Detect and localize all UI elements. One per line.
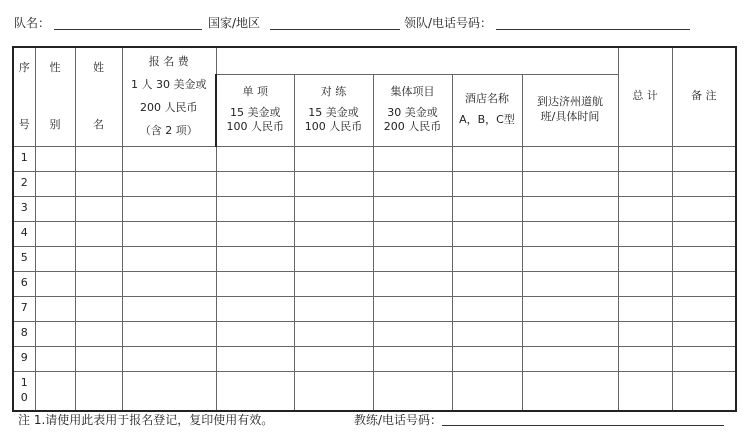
leader-label: 领队/电话号码： <box>404 16 493 30</box>
row-number: 1 0 <box>13 371 35 411</box>
cell[interactable] <box>35 146 75 171</box>
table-row <box>13 146 736 171</box>
cell[interactable] <box>35 196 75 221</box>
team-label: 队名： <box>14 16 51 30</box>
cell[interactable] <box>672 246 736 271</box>
cell[interactable] <box>216 321 294 346</box>
cell[interactable] <box>294 221 373 246</box>
cell[interactable] <box>35 296 75 321</box>
cell[interactable] <box>373 271 452 296</box>
cell[interactable] <box>452 296 522 321</box>
cell[interactable] <box>672 321 736 346</box>
cell[interactable] <box>452 221 522 246</box>
cell[interactable] <box>672 271 736 296</box>
cell[interactable] <box>618 146 672 171</box>
cell[interactable] <box>522 346 618 371</box>
registration-table <box>12 46 737 412</box>
row-number: 7 <box>13 296 35 321</box>
cell[interactable] <box>672 346 736 371</box>
cell[interactable] <box>294 246 373 271</box>
footer-note: 注 1.请使用此表用于报名登记，复印使用有效。 <box>18 413 274 427</box>
cell[interactable] <box>75 321 122 346</box>
leader-phone-field[interactable] <box>496 29 690 30</box>
cell[interactable] <box>75 271 122 296</box>
cell[interactable] <box>373 246 452 271</box>
cell[interactable] <box>122 321 216 346</box>
cell[interactable] <box>75 371 122 411</box>
cell[interactable] <box>452 146 522 171</box>
cell[interactable] <box>672 196 736 221</box>
cell[interactable] <box>452 321 522 346</box>
col-group-header: 集体项目 30 美金或 200 人民币 <box>373 74 452 146</box>
row-number: 2 <box>13 171 35 196</box>
row-number: 9 <box>13 346 35 371</box>
cell[interactable] <box>522 321 618 346</box>
table-row <box>13 196 736 221</box>
header <box>14 14 732 34</box>
cell[interactable] <box>35 271 75 296</box>
row-number: 3 <box>13 196 35 221</box>
country-label: 国家/地区 <box>208 16 261 30</box>
cell[interactable] <box>294 371 373 411</box>
cell[interactable] <box>373 346 452 371</box>
footer <box>18 411 732 431</box>
cell[interactable] <box>618 346 672 371</box>
cell[interactable] <box>618 196 672 221</box>
cell[interactable] <box>75 196 122 221</box>
cell[interactable] <box>75 346 122 371</box>
col-sparring-header: 对 练 15 美金或 100 人民币 <box>294 74 373 146</box>
cell[interactable] <box>294 196 373 221</box>
table-row <box>13 246 736 271</box>
cell[interactable] <box>75 246 122 271</box>
cell[interactable] <box>122 346 216 371</box>
row-number: 4 <box>13 221 35 246</box>
cell[interactable] <box>373 221 452 246</box>
cell[interactable] <box>672 146 736 171</box>
events-group-header <box>216 47 618 74</box>
cell[interactable] <box>452 246 522 271</box>
cell[interactable] <box>122 146 216 171</box>
table-row <box>13 171 736 196</box>
cell[interactable] <box>122 171 216 196</box>
cell[interactable] <box>618 371 672 411</box>
cell[interactable] <box>294 171 373 196</box>
team-field[interactable] <box>54 29 202 30</box>
cell[interactable] <box>522 296 618 321</box>
cell[interactable] <box>122 246 216 271</box>
cell[interactable] <box>373 196 452 221</box>
cell[interactable] <box>452 346 522 371</box>
cell[interactable] <box>373 146 452 171</box>
col-gender-header: 性 别 <box>35 47 75 146</box>
cell[interactable] <box>122 196 216 221</box>
cell[interactable] <box>216 171 294 196</box>
cell[interactable] <box>35 371 75 411</box>
col-individual-header: 单 项 15 美金或 100 人民币 <box>216 74 294 146</box>
cell[interactable] <box>618 271 672 296</box>
cell[interactable] <box>294 146 373 171</box>
cell[interactable] <box>294 296 373 321</box>
col-remark-header: 备 注 <box>672 47 736 146</box>
cell[interactable] <box>122 296 216 321</box>
cell[interactable] <box>75 296 122 321</box>
cell[interactable] <box>75 146 122 171</box>
row-number: 1 <box>13 146 35 171</box>
cell[interactable] <box>216 146 294 171</box>
coach-phone-field[interactable] <box>442 425 724 426</box>
cell[interactable] <box>122 371 216 411</box>
cell[interactable] <box>35 321 75 346</box>
cell[interactable] <box>75 221 122 246</box>
cell[interactable] <box>672 296 736 321</box>
row-number: 5 <box>13 246 35 271</box>
cell[interactable] <box>35 346 75 371</box>
cell[interactable] <box>373 296 452 321</box>
col-name-header: 姓 名 <box>75 47 122 146</box>
coach-label: 教练/电话号码： <box>354 413 443 427</box>
cell[interactable] <box>294 346 373 371</box>
cell[interactable] <box>618 246 672 271</box>
cell[interactable] <box>216 196 294 221</box>
cell[interactable] <box>294 271 373 296</box>
table-row <box>13 321 736 346</box>
cell[interactable] <box>216 221 294 246</box>
cell[interactable] <box>216 271 294 296</box>
cell[interactable] <box>75 171 122 196</box>
cell[interactable] <box>122 271 216 296</box>
cell[interactable] <box>618 221 672 246</box>
cell[interactable] <box>294 321 373 346</box>
cell[interactable] <box>122 221 216 246</box>
col-total-header: 总 计 <box>618 47 672 146</box>
cell[interactable] <box>452 196 522 221</box>
table-row <box>13 296 736 321</box>
cell[interactable] <box>522 146 618 171</box>
cell[interactable] <box>672 371 736 411</box>
cell[interactable] <box>35 171 75 196</box>
cell[interactable] <box>216 296 294 321</box>
cell[interactable] <box>373 171 452 196</box>
table-row <box>13 271 736 296</box>
table-row <box>13 346 736 371</box>
row-number: 8 <box>13 321 35 346</box>
table-row <box>13 371 736 411</box>
cell[interactable] <box>522 221 618 246</box>
cell[interactable] <box>522 271 618 296</box>
cell[interactable] <box>618 171 672 196</box>
cell[interactable] <box>522 371 618 411</box>
cell[interactable] <box>35 246 75 271</box>
cell[interactable] <box>373 321 452 346</box>
cell[interactable] <box>522 171 618 196</box>
cell[interactable] <box>216 346 294 371</box>
cell[interactable] <box>618 321 672 346</box>
cell[interactable] <box>672 221 736 246</box>
cell[interactable] <box>373 371 452 411</box>
col-fee-header: 报 名 费 1 人 30 美金或 200 人民币 （含 2 项） <box>122 47 216 146</box>
col-flight-header: 到达济州道航 班/具体时间 <box>522 74 618 146</box>
country-field[interactable] <box>270 29 400 30</box>
cell[interactable] <box>452 171 522 196</box>
cell[interactable] <box>35 221 75 246</box>
cell[interactable] <box>452 271 522 296</box>
row-number: 6 <box>13 271 35 296</box>
cell[interactable] <box>618 296 672 321</box>
cell[interactable] <box>452 371 522 411</box>
cell[interactable] <box>522 196 618 221</box>
cell[interactable] <box>216 246 294 271</box>
cell[interactable] <box>216 371 294 411</box>
col-seq-header: 序 号 <box>13 47 35 146</box>
cell[interactable] <box>522 246 618 271</box>
cell[interactable] <box>672 171 736 196</box>
col-hotel-header: 酒店名称 A，B，C型 <box>452 74 522 146</box>
table-row <box>13 221 736 246</box>
